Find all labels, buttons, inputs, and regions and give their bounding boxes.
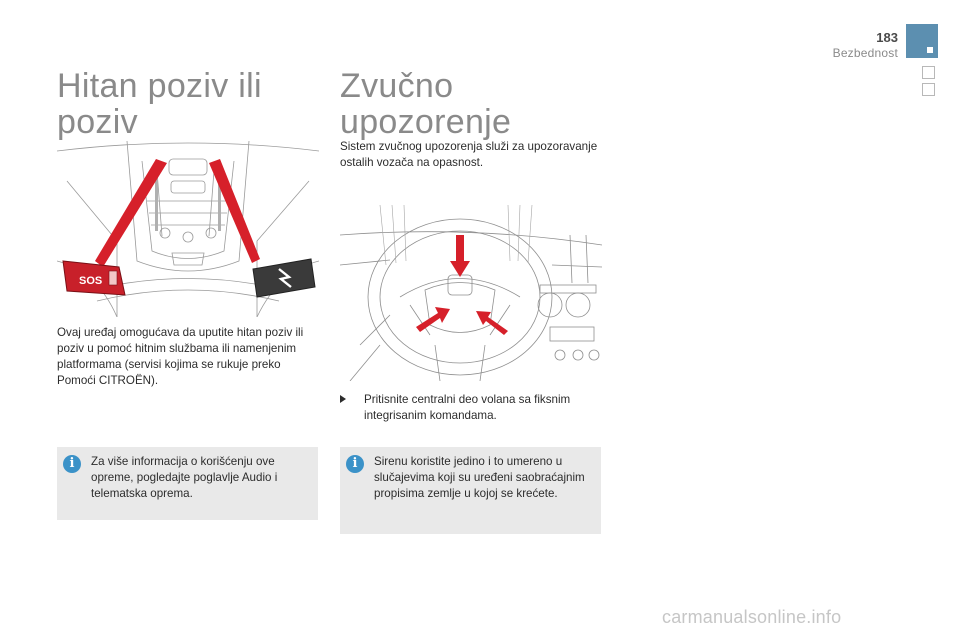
red-arrow-right xyxy=(209,159,260,263)
watermark: carmanualsonline.info xyxy=(662,607,842,627)
bullet-arrow-icon xyxy=(340,395,346,403)
emergency-call-description: Ovaj uređaj omogućava da uputite hitan poziv ili poziv u pomoć hitnim službama ili namenjenim platformama (servisi kojima se rukuje preko Pomoći CITROËN). xyxy=(57,326,304,387)
red-arrow-left xyxy=(416,307,450,332)
sos-label: SOS xyxy=(79,275,103,287)
info-box-emergency xyxy=(57,447,318,520)
info-text: Sirenu koristite jedino i to umereno u slučajevima koji su uređeni saobraćajnim propisima zemlje u kojoj se krećete. xyxy=(374,455,585,501)
horn-instruction-bullet xyxy=(340,392,602,424)
info-box-horn xyxy=(340,447,601,534)
info-text: Za više informacija o korišćenju ove opreme, pogledajte poglavlje Audio i telematska oprema. xyxy=(91,455,278,501)
red-arrow-top xyxy=(450,235,470,277)
title-line: Hitan poziv ili poziv xyxy=(57,67,262,141)
horn-description: Sistem zvučnog upozorenja služi za upozoravanje ostalih vozača na opasnost. xyxy=(340,140,598,169)
chapter-title: Bezbednost xyxy=(832,46,898,60)
section-title-horn: Zvučno upozorenje xyxy=(340,67,512,141)
ceiling-console-illustration xyxy=(57,141,319,317)
bullet-text: Pritisnite centralni deo volana sa fiksnim integrisanim komandama. xyxy=(364,393,571,422)
figure-steering-wheel xyxy=(340,205,602,381)
chapter-tab-active[interactable] xyxy=(906,24,938,58)
sos-button[interactable] xyxy=(63,261,125,295)
assistance-button[interactable] xyxy=(253,259,315,297)
figure-ceiling-console xyxy=(57,141,319,317)
tab-marker xyxy=(927,47,933,53)
page-number: 183 xyxy=(876,30,898,45)
chapter-tab[interactable] xyxy=(922,83,935,96)
info-icon: i xyxy=(63,455,81,473)
steering-wheel-illustration xyxy=(340,205,602,381)
info-icon: i xyxy=(346,455,364,473)
chapter-tab[interactable] xyxy=(922,66,935,79)
